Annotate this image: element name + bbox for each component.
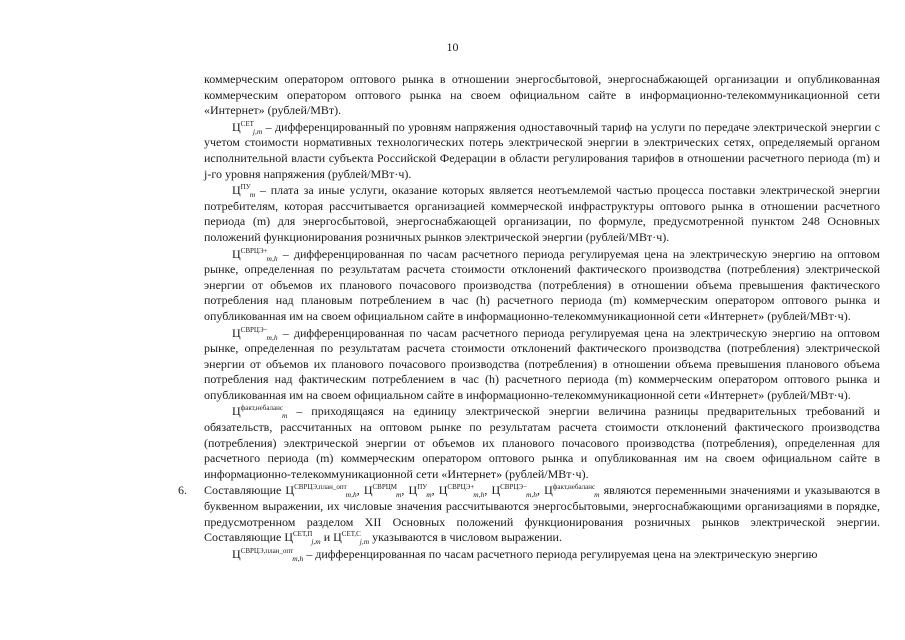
definition-svrce-plan-opt: $Ц^{СВРЦЭ,план\_опт}_{m,h}$ – дифференцированная по часам расчетного периода регулируемая цена на электрическую энергию — [232, 546, 818, 563]
clause-number: 6. — [178, 483, 187, 498]
symbol-item6-3: $Ц^{СВРЦЭ+}_{m,h}$ — [438, 483, 485, 500]
symbol-item6-2: $Ц^{ПУ}_m$ — [408, 483, 432, 500]
symbol-c-svrce-plan-opt: $Ц^{СВРЦЭ,план\_опт}_{m,h}$ — [232, 546, 304, 563]
symbol-c-fact-imbalance: $Ц^{факт,небаланс}_m$ — [232, 404, 288, 421]
definition-svrce-minus: $Ц^{СВРЦЭ-}_{m,h}$ – дифференцированная по часам расчетного периода регулируемая цена на электрическую энергию на оптовом рынке, определенная по результатам расчета стоимости отклонений фактического производства (потребления) электрической энергии от объемов их планового почасового производства (потребления) в отношении объема превышения планового объема потребления над фактическим потреблением в час (h) расчетного периода (m) коммерческим оператором оптового рынка и опубликованная им на своем официальном сайте в информационно-телекоммуникационной сети «Интернет» (рублей/МВт·ч). — [204, 325, 880, 402]
symbol-c-pu: $Ц^{ПУ}_m$ — [232, 183, 256, 200]
symbol-c-svrce-minus: $Ц^{СВРЦЭ-}_{m,h}$ — [232, 325, 278, 342]
paragraph-continuation: коммерческим оператором оптового рынка в отношении энергосбытовой, энергоснабжающей организации и опубликованная коммерческим оператором оптового рынка на своем официальном сайте в информационно-телекоммуникационной сети «Интернет» (рублей/МВт). — [204, 72, 880, 118]
definition-tariff-set: $Ц^{СЕТ}_{j,m}$ – дифференцированный по уровням напряжения одноставочный тариф на услуги по передаче электрической энергии с учетом стоимости нормативных технологических потерь электрической энергии в электрических сетях, определяемый органом исполнительной власти субъекта Российской Федерации в области регулирования тарифов в отношении расчетного периода (m) и j-го уровня напряжения (рублей/МВт·ч). — [204, 119, 880, 181]
symbol-c-svrce-plus: $Ц^{СВРЦЭ+}_{m,h}$ — [232, 246, 278, 263]
definition-svrce-plus: $Ц^{СВРЦЭ+}_{m,h}$ – дифференцированная по часам расчетного периода регулируемая цена на электрическую энергию на оптовом рынке, определенная по результатам расчета стоимости отклонений фактического производства (потребления) электрической энергии от объемов их планового почасового производства (потребления) в отношении объема превышения фактического потребления над плановым потреблением в час (h) расчетного периода (m) коммерческим оператором оптового рынка и опубликованная им на своем официальном сайте в информационно-телекоммуникационной сети «Интернет» (рублей/МВт·ч). — [204, 246, 880, 323]
definition-fact-imbalance: $Ц^{факт,небаланс}_m$ – приходящаяся на единицу электрической энергии величина разницы предварительных требований и обязательств, рассчитанных на оптовом рынке по результатам расчета стоимости отклонений фактического производства (потребления) электрической энергии от объемов их планового почасового производства (потребления), определенная для расчетного периода (m) коммерческим оператором оптового рынка и опубликованная им на своем официальном сайте в информационно-телекоммуникационной сети «Интернет» (рублей/МВт·ч). — [204, 404, 880, 481]
symbol-item6-5: $Ц^{факт,небаланс}_m$ — [544, 483, 600, 500]
definition-fee-pu: $Ц^{ПУ}_m$ – плата за иные услуги, оказание которых является неотъемлемой частью процесса поставки электрической энергии потребителям, которая рассчитывается организацией коммерческой инфраструктуры оптового рынка в отношении расчетного периода (m) для энергосбытовой, энергоснабжающей организации, по формуле, предусмотренной пунктом 248 Основных положений функционирования розничных рынков электрической энергии (рублей/МВт·ч). — [204, 183, 880, 244]
symbol-c-set-p: $Ц^{СЕТ,П}_{j,m}$ — [284, 530, 321, 547]
document-body — [178, 72, 881, 563]
symbol-item6-4: $Ц^{СВРЦЭ-}_{m,h}$ — [491, 483, 538, 500]
page-number: 10 — [446, 40, 459, 54]
symbol-c-set: $Ц^{СЕТ}_{j,m}$ — [232, 119, 263, 136]
symbol-item6-0: $Ц^{СВРЦЭ,план\_опт}_{m,h}$ — [285, 483, 357, 500]
symbol-c-set-s: $Ц^{СЕТ,С}_{j,m}$ — [333, 530, 370, 547]
clause-6: 6. Составляющие $Ц^{СВРЦЭ,план\_опт}_{m,h}$, $Ц^{СВРЦМ}_m$, $Ц^{ПУ}_m$, $Ц^{СВРЦЭ+}_{m,h}$, $Ц^{СВРЦЭ-}_{m,h}$, $Ц^{факт,небаланс}_m$ являются переменными значениями и указываются в буквенном выражении, их числовые значения рассчитываются энергосбытовыми, энергоснабжающими организациями в порядке, предусмотренном разделом XII Основных положений функционирования розничных рынков электрической энергии. Составляющие $Ц^{СЕТ,П}_{j,m}$ и $Ц^{СЕТ,С}_{j,m}$ указываются в числовом выражении. — [178, 483, 881, 547]
symbol-item6-1: $Ц^{СВРЦМ}_m$ — [363, 483, 402, 500]
